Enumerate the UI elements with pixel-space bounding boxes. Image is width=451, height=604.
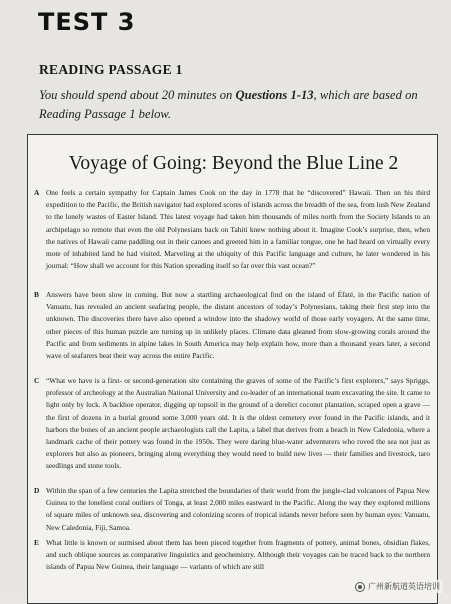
- passage-title: Voyage of Going: Beyond the Blue Line 2: [68, 153, 399, 174]
- watermark: [352, 580, 443, 593]
- paragraph-text: What little is known or surmised about them has been pieced together from fragments of pottery, animal bones, obsidian flakes, and such oblique sources as comparative linguistics and geochemistry. Although their voyages can be traced back to the northern islands of Papua New Guinea, their language — variants of which are still: [46, 538, 430, 572]
- instructions-text: You should spend about 20 minutes on: [39, 88, 236, 102]
- paragraph-d: [34, 485, 430, 534]
- paragraph-a: [34, 187, 430, 272]
- paragraph-text: Answers have been slow in coming. But now a startling archaeological find on the island of Éfaté, in the Pacific nation of Vanuatu, has revealed an ancient seafaring people, the distant ancestors of today’s Polynesians, taking their first step into the unknown. The discoveries there have also opened a window into the shadowy world of those early voyagers. At the same time, other pieces of this human puzzle are turning up in unlikely places. Climate data gleaned from slow-growing corals around the Pacific and from sediments in alpine lakes in South America may help explain how, more than a thousand years later, a second wave of seafarers beat their way across the entire Pacific.: [46, 290, 430, 361]
- instructions-questions: Questions 1-13: [235, 88, 314, 102]
- watermark-text: 广州新航道英语培训: [368, 582, 440, 591]
- passage-box: [27, 134, 438, 604]
- paragraph-e: [34, 537, 430, 574]
- paragraph-text: Within the span of a few centuries the Lapita stretched the boundaries of their world from the jungle-clad volcanoes of Papua New Guinea to the loneliest coral outliers of Tonga, at least 2,000 miles eastward in the Pacific. Along the way they explored millions of square miles of unknown sea, discovering and colonizing scores of tropical islands never before seen by human eyes: Vanuatu, New Caledonia, Fiji, Samoa.: [46, 486, 430, 532]
- paragraph-letter: D: [34, 486, 40, 495]
- passage-heading: READING PASSAGE 1: [39, 62, 183, 77]
- instructions-text-end: , which are based on Reading Passage 1 below.: [39, 88, 418, 121]
- paragraph-text: One feels a certain sympathy for Captain James Cook on the day in 1778 that he “discovered” Hawaii. Then on his third expedition to the Pacific, the British navigator had explored scores of islands across the breadth of the sea, from lush New Zealand to the lonely wastes of Easter Island. This latest voyage had taken him thousands of miles north from the Society Islands to an archipelago so remote that even the old Polynesians back on Tahiti knew nothing about it. Imagine Cook’s surprise, then, when the natives of Hawaii came paddling out in their canoes and greeted him in a familiar tongue, one he had heard on virtually every mote of inhabited land he had visited. Marveling at the ubiquity of this Pacific language and culture, he later wondered in his journal: “How shall we account for this Nation spreading itself so far over this vast ocean?”: [46, 188, 431, 271]
- wechat-icon: [355, 582, 365, 592]
- paragraph-text: “What we have is a first- or second-generation site containing the graves of some of the Pacific’s first explorers,” says Spriggs, professor of archeology at the Australian National University and co-leader of an international team excavating the site. It came to light only by luck. A backhoe operator, digging up topsoil in the ground of a derelict coconut plantation, scraped open a grave — the first of dozens in a burial ground some 3,000 years old. It is the oldest cemetery ever found in the Pacific islands, and it harbors the bones of an ancient people archaeologists call the Lapita, a label that derives from a beach in New Caledonia, where a landmark cache of their pottery was found in the 1950s. They were daring blue-water adventurers who roved the sea not just as explorers but also as pioneers, bringing along everything they would need to build new lives — their families and livestock, taro seedlings and stone tools.: [46, 376, 430, 471]
- paragraph-letter: A: [34, 188, 40, 197]
- paragraph-letter: B: [34, 290, 39, 299]
- paragraph-letter: C: [34, 376, 40, 385]
- paragraph-b: [34, 289, 430, 362]
- paragraph-letter: E: [34, 538, 39, 547]
- instructions: [39, 86, 434, 124]
- paragraph-c: [34, 375, 430, 473]
- test-title: TEST 3: [38, 8, 136, 36]
